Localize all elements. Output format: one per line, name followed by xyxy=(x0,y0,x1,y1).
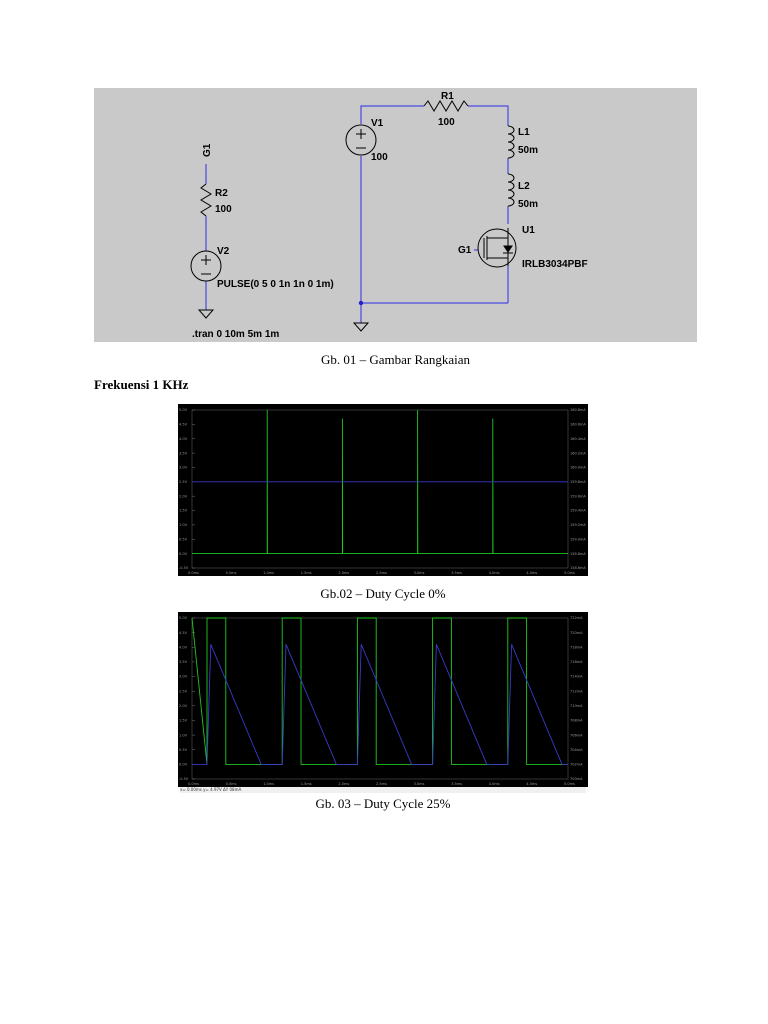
y-tick-label: 3.5V xyxy=(179,451,187,456)
y2-tick-label: 160.0mA xyxy=(570,465,586,470)
symbols xyxy=(191,101,516,331)
u1-name: U1 xyxy=(522,225,535,236)
r2-value: 100 xyxy=(215,204,232,215)
y-tick-label: 0.5V xyxy=(179,747,187,752)
x-tick-label: 1.5ms xyxy=(300,571,312,575)
y2-tick-label: 159.8mA xyxy=(570,480,586,485)
y-tick-label: 2.0V xyxy=(179,494,187,499)
section-heading: Frekuensi 1 KHz xyxy=(94,377,189,392)
gate-net-label: G1 xyxy=(202,143,213,157)
y2-tick-label: 159.4mA xyxy=(570,508,586,513)
l2-value: 50m xyxy=(518,199,539,210)
x-tick-label: 5.0ms xyxy=(564,571,575,575)
y2-tick-label: 158.6mA xyxy=(570,566,586,571)
x-tick-label: 4.5ms xyxy=(526,782,538,786)
x-tick-label: 1.0ms xyxy=(263,571,275,575)
x-tick-label: 3.5ms xyxy=(451,571,463,575)
y-tick-label: 2.0V xyxy=(179,704,187,709)
y2-tick-label: 704mA xyxy=(570,747,583,752)
x-tick-label: 0.0ms xyxy=(188,782,199,786)
figure-3-caption: Gb. 03 – Duty Cycle 25% xyxy=(315,796,451,811)
y-tick-label: 1.0V xyxy=(179,523,187,528)
x-tick-label: 3.0ms xyxy=(413,571,425,575)
x-tick-label: 3.5ms xyxy=(451,782,463,786)
scope-status-bar: x= 0.00ms y= 4.97V ΔY 08mA xyxy=(180,787,586,793)
v1-value: 100 xyxy=(371,152,388,163)
y2-tick-label: 706mA xyxy=(570,733,583,738)
r1-name: R1 xyxy=(441,91,454,102)
y2-tick-label: 159.6mA xyxy=(570,494,586,499)
y-tick-label: 4.0V xyxy=(179,645,187,650)
circuit-schematic xyxy=(94,88,697,342)
figure-1-caption: Gb. 01 – Gambar Rangkaian xyxy=(320,352,471,367)
gate-label: G1 xyxy=(458,245,472,256)
u1-value: IRLB3034PBF xyxy=(522,259,588,270)
y-tick-label: 3.0V xyxy=(179,465,187,470)
y2-tick-label: 708mA xyxy=(570,718,583,723)
y2-tick-label: 159.2mA xyxy=(570,523,586,528)
scope-chart-2 xyxy=(178,612,588,787)
x-tick-label: 4.5ms xyxy=(526,571,538,575)
y-tick-label: 0.0V xyxy=(179,762,187,767)
r2-name: R2 xyxy=(215,188,228,199)
y-tick-label: 4.5V xyxy=(179,630,187,635)
y-tick-label: -0.5V xyxy=(179,566,189,571)
r1-value: 100 xyxy=(438,117,455,128)
y-tick-label: 2.5V xyxy=(179,480,187,485)
y2-tick-label: 160.6mA xyxy=(570,422,586,427)
x-tick-label: 0.0ms xyxy=(188,571,199,575)
y2-tick-label: 720mA xyxy=(570,630,583,635)
x-tick-label: 2.5ms xyxy=(376,782,387,786)
y-tick-label: -0.5V xyxy=(179,777,189,782)
scope-1-plot xyxy=(178,404,588,576)
y2-tick-label: 722mA xyxy=(570,616,583,621)
schematic-drawing xyxy=(94,88,697,342)
x-tick-label: 2.0ms xyxy=(338,571,350,575)
l1-value: 50m xyxy=(518,145,539,156)
y-tick-label: 2.5V xyxy=(179,689,187,694)
y-tick-label: 0.5V xyxy=(179,537,187,542)
y2-tick-label: 702mA xyxy=(570,762,583,767)
y2-tick-label: 160.2mA xyxy=(570,451,586,456)
v2-value: PULSE(0 5 0 1n 1n 0 1m) xyxy=(217,279,334,290)
x-tick-label: 0.5ms xyxy=(225,571,237,575)
x-tick-label: 2.0ms xyxy=(338,782,350,786)
x-tick-label: 3.0ms xyxy=(413,782,425,786)
y-tick-label: 4.0V xyxy=(179,436,187,441)
series-line-0 xyxy=(192,618,568,764)
v1-name: V1 xyxy=(371,118,384,129)
y-tick-label: 0.0V xyxy=(179,551,187,556)
y2-tick-label: 712mA xyxy=(570,689,583,694)
x-tick-label: 5.0ms xyxy=(564,782,575,786)
x-tick-label: 4.0ms xyxy=(488,782,500,786)
y-tick-label: 1.0V xyxy=(179,733,187,738)
y2-tick-label: 710mA xyxy=(570,704,583,709)
y-tick-label: 3.0V xyxy=(179,674,187,679)
v2-name: V2 xyxy=(217,246,230,257)
y2-tick-label: 700mA xyxy=(570,777,583,782)
y-tick-label: 4.5V xyxy=(179,422,187,427)
scope-chart-1 xyxy=(178,404,588,576)
y-tick-label: 1.5V xyxy=(179,508,187,513)
scope-2-plot xyxy=(178,612,588,787)
junction-dot xyxy=(359,301,363,305)
figure-2-caption: Gb.02 – Duty Cycle 0% xyxy=(320,586,446,601)
y2-tick-label: 716mA xyxy=(570,660,583,665)
y2-tick-label: 159.0mA xyxy=(570,537,586,542)
l1-name: L1 xyxy=(518,127,530,138)
y-tick-label: 1.5V xyxy=(179,718,187,723)
tran-directive: .tran 0 10m 5m 1m xyxy=(192,329,280,340)
y-tick-label: 5.0V xyxy=(179,616,187,621)
series-line-1 xyxy=(192,644,568,764)
x-tick-label: 4.0ms xyxy=(488,571,500,575)
x-tick-label: 1.0ms xyxy=(263,782,275,786)
x-tick-label: 0.5ms xyxy=(225,782,237,786)
l2-name: L2 xyxy=(518,181,530,192)
plot-frame xyxy=(192,618,568,779)
y2-tick-label: 718mA xyxy=(570,645,583,650)
y2-tick-label: 160.4mA xyxy=(570,436,586,441)
y-tick-label: 5.0V xyxy=(179,408,187,413)
y2-tick-label: 160.8mA xyxy=(570,408,586,413)
plot-frame xyxy=(192,410,568,568)
y2-tick-label: 158.8mA xyxy=(570,551,586,556)
y-tick-label: 3.5V xyxy=(179,660,187,665)
x-tick-label: 2.5ms xyxy=(376,571,387,575)
y2-tick-label: 714mA xyxy=(570,674,583,679)
x-tick-label: 1.5ms xyxy=(300,782,312,786)
